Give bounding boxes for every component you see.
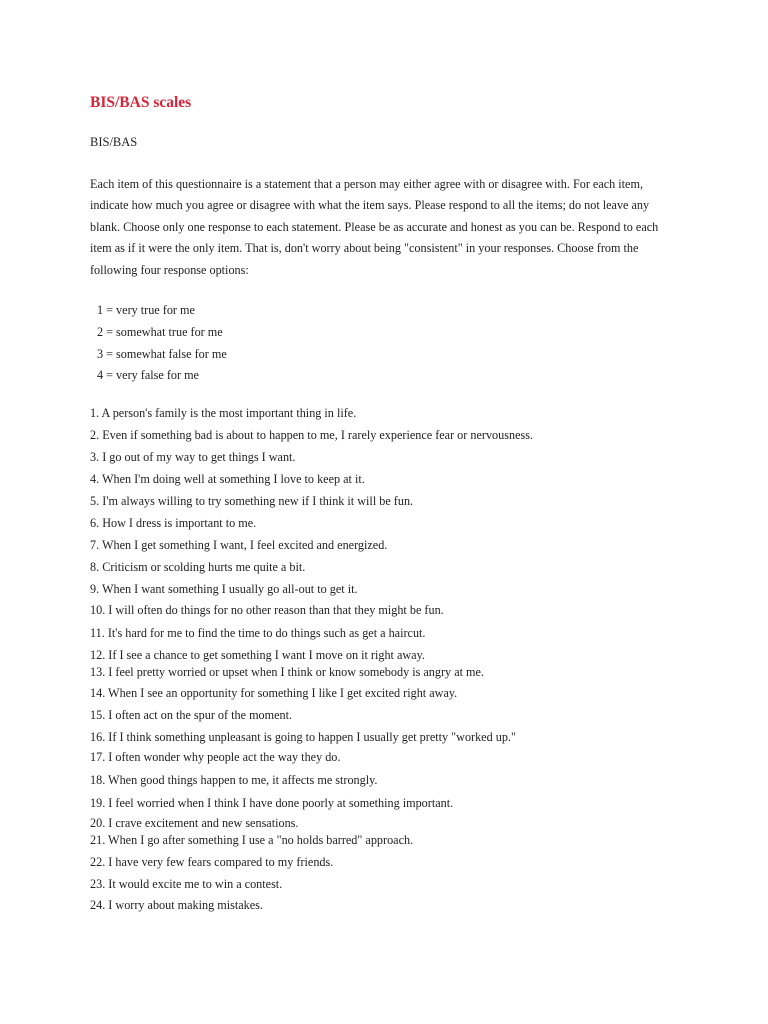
questionnaire-item: 2. Even if something bad is about to happen to me, I rarely experience fear or nervousness. <box>90 428 534 442</box>
response-options-list <box>97 300 227 387</box>
questionnaire-item: 17. I often wonder why people act the way they do. <box>90 750 341 764</box>
page-title: BIS/BAS scales <box>90 94 192 111</box>
questionnaire-item: 14. When I see an opportunity for something I like I get excited right away. <box>90 686 458 700</box>
questionnaire-item: 6. How I dress is important to me. <box>90 516 257 530</box>
questionnaire-item: 18. When good things happen to me, it affects me strongly. <box>90 773 378 787</box>
questionnaire-item: 4. When I'm doing well at something I love to keep at it. <box>90 472 365 486</box>
questionnaire-item: 3. I go out of my way to get things I want. <box>90 450 296 464</box>
questionnaire-item: 11. It's hard for me to find the time to do things such as get a haircut. <box>90 626 426 640</box>
response-option: 2 = somewhat true for me <box>97 324 223 339</box>
instructions-paragraph: Each item of this questionnaire is a statement that a person may either agree with or disagree with. For each item, indicate how much you agree or disagree with what the item says. Please respond to all the items; do not leave any blank. Choose only one response to each statement. Please be as accurate and honest as you can be. Respond to each item as if it were the only item. That is, don't worry about being "consistent" in your responses. Choose from the following four response options: <box>90 177 659 277</box>
questionnaire-item: 15. I often act on the spur of the moment. <box>90 708 293 722</box>
questionnaire-item: 10. I will often do things for no other reason than that they might be fun. <box>90 603 444 617</box>
questionnaire-item: 21. When I go after something I use a "no holds barred" approach. <box>90 833 414 847</box>
questionnaire-item: 20. I crave excitement and new sensations. <box>90 816 299 830</box>
questionnaire-item: 19. I feel worried when I think I have done poorly at something important. <box>90 796 454 810</box>
questionnaire-item: 1. A person's family is the most important thing in life. <box>90 406 357 420</box>
questionnaire-item: 5. I'm always willing to try something new if I think it will be fun. <box>90 494 414 508</box>
questionnaire-item: 22. I have very few fears compared to my friends. <box>90 855 334 869</box>
response-option: 4 = very false for me <box>97 368 199 383</box>
questionnaire-item: 8. Criticism or scolding hurts me quite a bit. <box>90 560 306 574</box>
questionnaire-item: 13. I feel pretty worried or upset when I think or know somebody is angry at me. <box>90 665 484 679</box>
response-option: 3 = somewhat false for me <box>97 346 227 361</box>
questionnaire-item: 9. When I want something I usually go all-out to get it. <box>90 582 358 596</box>
questionnaire-item: 24. I worry about making mistakes. <box>90 898 263 912</box>
subtitle: BIS/BAS <box>90 135 138 149</box>
questionnaire-item: 23. It would excite me to win a contest. <box>90 877 283 891</box>
questionnaire-item: 7. When I get something I want, I feel excited and energized. <box>90 538 388 552</box>
questionnaire-item: 12. If I see a chance to get something I want I move on it right away. <box>90 648 425 662</box>
response-option: 1 = very true for me <box>97 303 195 317</box>
questionnaire-item: 16. If I think something unpleasant is going to happen I usually get pretty "worked up." <box>90 730 516 744</box>
